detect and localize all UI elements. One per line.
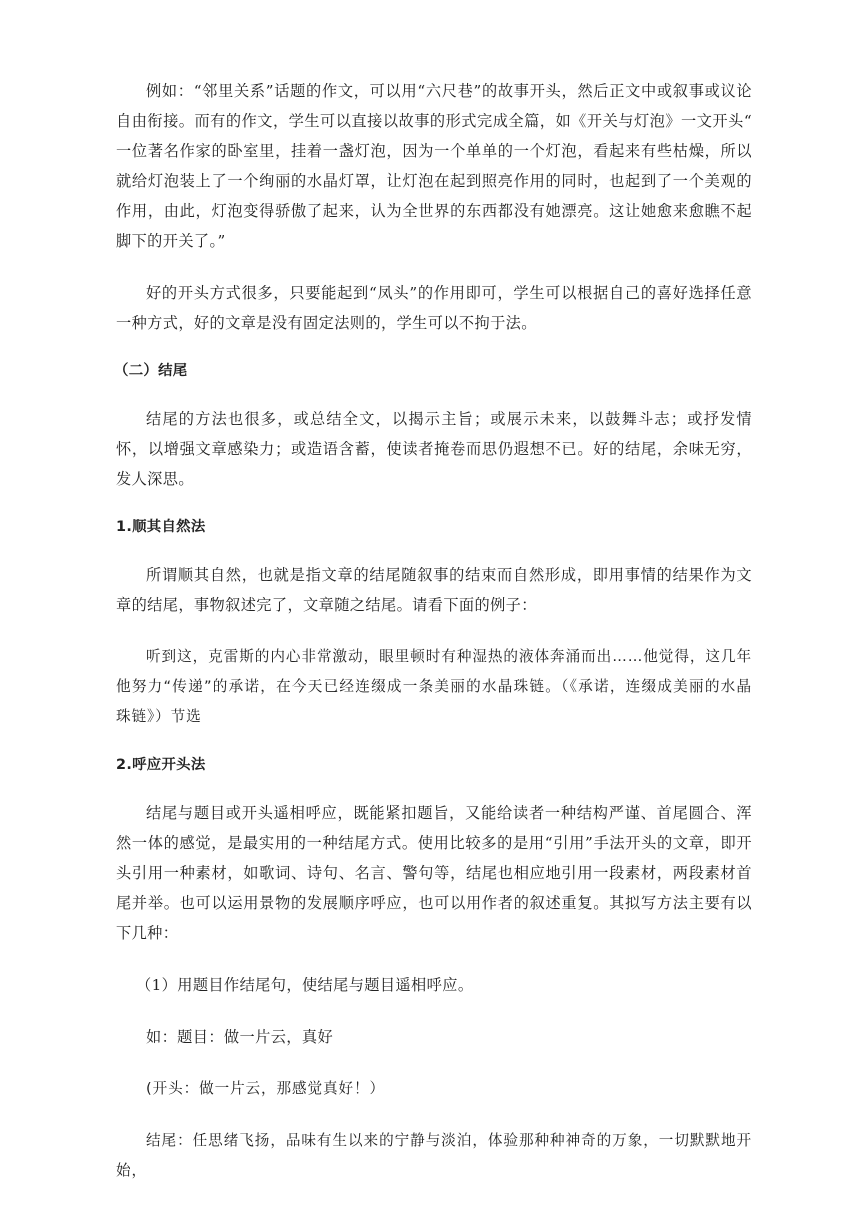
paragraph-method-one: （1）用题目作结尾句，使结尾与题目遥相呼应。 — [136, 976, 474, 994]
paragraph-ending-methods: 结尾的方法也很多，或总结全文，以揭示主旨；或展示未来，以鼓舞斗志；或抒发情怀，以增强文章感染力；或造语含蓄，使读者掩卷而思仍遐想不已。好的结尾，余味无穷，发人深思。 — [116, 410, 752, 488]
paragraph-example-neighbors: 例如：“邻里关系”话题的作文，可以用“六尺巷”的故事开头，然后正文中或叙事或议论自由衔接。而有的作文，学生可以直接以故事的形式完成全篇，如《开关与灯泡》一文开头“ 一位著名作家的卧室里，挂着一盏灯泡，因为一个单单的一个灯泡，看起来有些枯燥，所以就给灯泡装上了一个绚丽的水晶灯罩，让灯泡在起到照亮作用的同时，也起到了一个美观的作用，由此，灯泡变得骄傲了起来，认为全世界的东西都没有她漂亮。这让她愈来愈瞧不起脚下的开关了。” — [116, 82, 752, 250]
paragraph-example-opening: (开头：做一片云，那感觉真好！） — [146, 1080, 386, 1097]
paragraph-example-ending: 结尾：任思绪飞扬，品味有生以来的宁静与淡泊，体验那种种神奇的万象，一切默默地开始， — [116, 1132, 752, 1179]
paragraph-echo-opening: 结尾与题目或开头遥相呼应，既能紧扣题旨，又能给读者一种结构严谨、首尾圆合、浑然一体的感觉，是最实用的一种结尾方式。使用比较多的是用“引用”手法开头的文章，即开头引用一种素材，如歌词、诗句、名言、警句等，结尾也相应地引用一段素材，两段素材首尾并举。也可以运用景物的发展顺序呼应，也可以用作者的叙述重复。其拟写方法主要有以下几种： — [116, 804, 752, 942]
paragraph-opening-methods: 好的开头方式很多，只要能起到“凤头”的作用即可，学生可以根据自己的喜好选择任意一种方式，好的文章是没有固定法则的，学生可以不拘于法。 — [116, 284, 752, 332]
subheading-echo-opening: 2.呼应开头法 — [116, 757, 206, 773]
section-heading-ending: （二）结尾 — [114, 363, 188, 379]
paragraph-example-title: 如：题目：做一片云，真好 — [146, 1028, 334, 1046]
paragraph-natural-ending: 所谓顺其自然，也就是指文章的结尾随叙事的结束而自然形成，即用事情的结果作为文章的结尾，事物叙述完了，文章随之结尾。请看下面的例子： — [116, 566, 752, 614]
paragraph-example-quote: 听到这，克雷斯的内心非常激动，眼里顿时有种湿热的液体奔涌而出……他觉得，这几年他努力“传递”的承诺，在今天已经连缀成一条美丽的水晶珠链。（《承诺，连缀成美丽的水晶珠链》）节选 — [116, 648, 752, 725]
subheading-natural-ending: 1.顺其自然法 — [116, 519, 206, 535]
